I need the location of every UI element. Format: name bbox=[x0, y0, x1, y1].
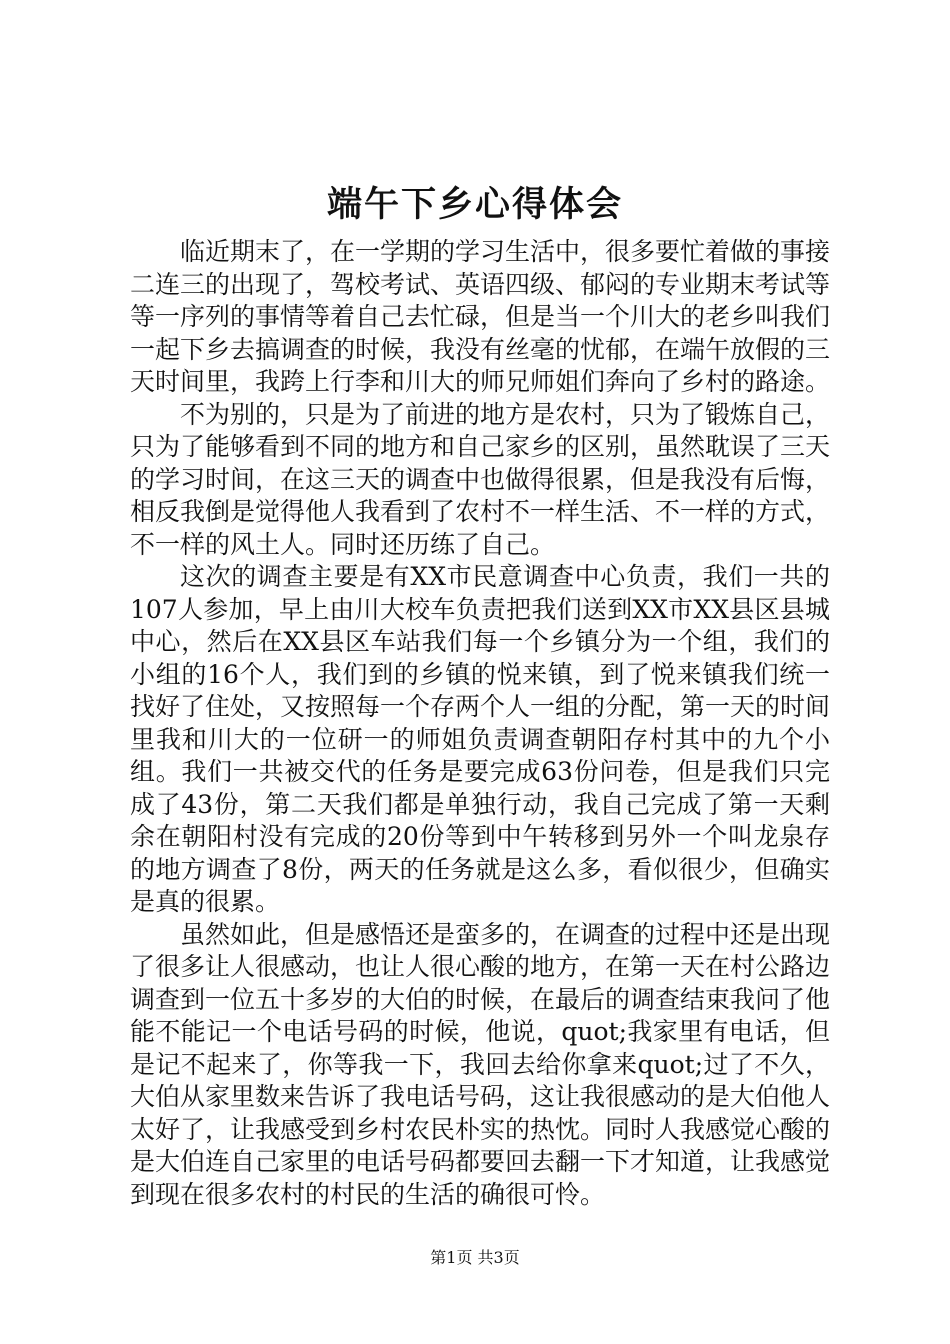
document-title: 端午下乡心得体会 bbox=[326, 185, 623, 225]
page-footer: 第1页 共3页 bbox=[430, 1248, 520, 1267]
paragraph-1: 临近期末了，在一学期的学习生活中，很多要忙着做的事接二连三的出现了，驾校考试、英语四级、郁闷的专业期末考试等等一序列的事情等着自己去忙碌，但是当一个川大的老乡叫我们一起下乡去搞调查的时候，我没有丝毫的忧郁，在端午放假的三天时间里，我跨上行李和川大的师兄师姐们奔向了乡村的路途。 bbox=[130, 237, 831, 396]
paragraph-4: 虽然如此，但是感悟还是蛮多的，在调查的过程中还是出现了很多让人很感动，也让人很心酸的地方，在第一天在村公路边调查到一位五十多岁的大伯的时候，在最后的调查结束我问了他能不能记一个电话号码的时候，他说，quot;我家里有电话，但是记不起来了，你等我一下，我回去给你拿来quot;过了不久，大伯从家里数来告诉了我电话号码，这让我很感动的是大伯他人太好了，让我感受到乡村农民朴实的热忱。同时人我感觉心酸的是大伯连自己家里的电话号码都要回去翻一下才知道，让我感觉到现在很多农村的村民的生活的确很可怜。 bbox=[130, 919, 831, 1209]
paragraph-2: 不为别的，只是为了前进的地方是农村，只为了锻炼自己，只为了能够看到不同的地方和自己家乡的区别，虽然耽误了三天的学习时间，在这三天的调查中也做得很累，但是我没有后悔，相反我倒是觉得他人我看到了农村不一样生活、不一样的方式，不一样的风土人。同时还历练了自己。 bbox=[130, 399, 831, 559]
paragraph-3: 这次的调查主要是有XX市民意调查中心负责，我们一共的107人参加，早上由川大校车负责把我们送到XX市XX县区县城中心，然后在XX县区车站我们每一个乡镇分为一个组，我们的小组的16个人，我们到的乡镇的悦来镇，到了悦来镇我们统一找好了住处，又按照每一个存两个人一组的分配，第一天的时间里我和川大的一位研一的师姐负责调查朝阳存村其中的九个小组。我们一共被交代的任务是要完成63份问卷，但是我们只完成了43份，第二天我们都是单独行动，我自己完成了第一天剩余在朝阳村没有完成的20份等到中午转移到另外一个叫龙泉存的地方调查了8份，两天的任务就是这么多，看似很少，但确实是真的很累。 bbox=[130, 562, 831, 916]
document-body bbox=[130, 236, 830, 1211]
